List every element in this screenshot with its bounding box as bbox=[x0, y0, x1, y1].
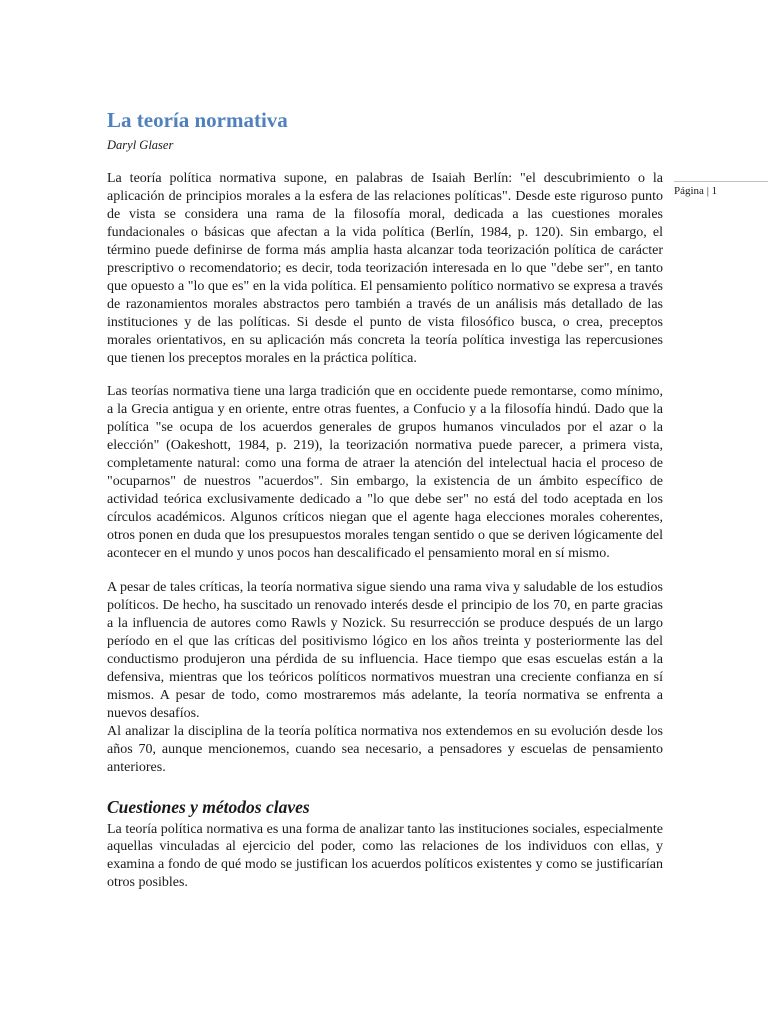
section-heading: Cuestiones y métodos claves bbox=[107, 796, 310, 817]
paragraph: Al analizar la disciplina de la teoría política normativa nos extendemos en su evolución desde los años 70, aunque mencionemos, cuando sea necesario, a pensadores y escuelas de pensamiento anteriores. bbox=[107, 723, 663, 775]
document-author: Daryl Glaser bbox=[107, 138, 174, 152]
document-title: La teoría normativa bbox=[107, 108, 288, 132]
document-body bbox=[107, 106, 663, 892]
page-number-label: Página | 1 bbox=[674, 181, 768, 198]
paragraph: A pesar de tales críticas, la teoría normativa sigue siendo una rama viva y saludable de los estudios políticos. De hecho, ha suscitado un renovado interés desde el principio de los 70, en parte gracias a la influencia de autores como Rawls y Nozick. Su resurrección se produce después de un largo período en el que las críticas del positivismo lógico en los años treinta y posteriormente las del conductismo produjeron una pérdida de su influencia. Hace tiempo que esas escuelas están a la defensiva, mientras que los teóricos políticos normativos muestran una creciente confianza en sí mismos. A pesar de todo, como mostraremos más adelante, la teoría normativa se enfrenta a nuevos desafíos. bbox=[107, 580, 663, 721]
paragraph: Las teorías normativa tiene una larga tradición que en occidente puede remontarse, como mínimo, a la Grecia antigua y en oriente, entre otras fuentes, a Confucio y a la filosofía hindú. Dado que la política "se ocupa de los acuerdos generales de grupos humanos vinculados por el azar o la elección" (Oakeshott, 1984, p. 219), la teorización normativa puede parecer, a primera vista, completamente natural: como una forma de atraer la atención del intelectual hacia el proceso de "ocuparnos" de nuestros "acuerdos". Sin embargo, la existencia de un ámbito específico de actividad teórica exclusivamente dedicado a "lo que debe ser" no está del todo aceptada en los círculos académicos. Algunos críticos niegan que el agente haga elecciones morales coherentes, otros ponen en duda que los presupuestos morales tengan sentido o que se deriven lógicamente del acontecer en el mundo y unos pocos han descalificado el pensamiento moral en sí mismo. bbox=[107, 384, 663, 562]
paragraph: La teoría política normativa es una forma de analizar tanto las instituciones sociales, especialmente aquellas vinculadas al ejercicio del poder, como las relaciones de los individuos con ellas, y examina a fondo de qué modo se justifican los acuerdos políticos existentes y como se justificarían otros posibles. bbox=[107, 821, 663, 891]
paragraph: La teoría política normativa supone, en palabras de Isaiah Berlín: "el descubrimiento o la aplicación de principios morales a la esfera de las relaciones políticas". Desde este riguroso punto de vista se considera una rama de la filosofía moral, dedicada a las cuestiones morales fundacionales o básicas que afectan a la vida política (Berlín, 1984, p. 120). Sin embargo, el término puede definirse de forma más amplia hasta alcanzar toda teorización política de carácter prescriptivo o recomendatorio; es decir, toda teorización interesada en lo que "debe ser", en tanto que opuesto a "lo que es" en la vida política. El pensamiento político normativo se expresa a través de razonamientos morales abstractos pero también a través de un análisis más detallado de las instituciones y de las políticas. Si desde el punto de vista filosófico busca, o crea, preceptos morales orientativos, en su aplicación más concreta la teoría política investiga las repercusiones que tienen los preceptos morales en la práctica política. bbox=[107, 171, 663, 366]
